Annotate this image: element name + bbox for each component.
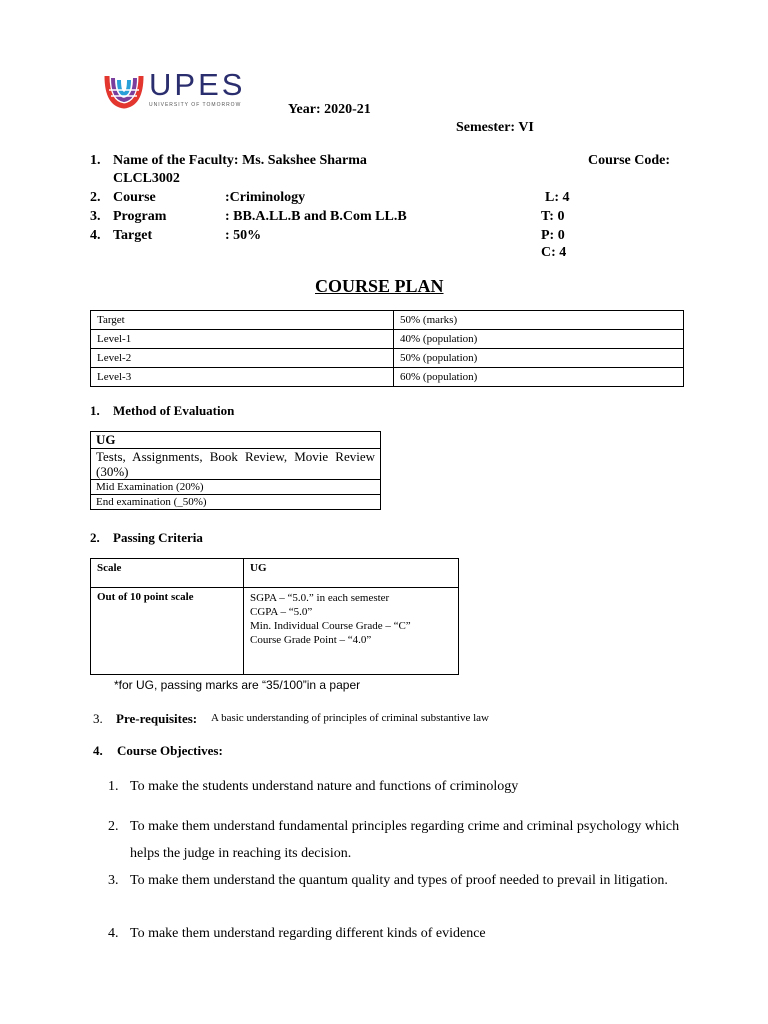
- objectives-heading: Course Objectives:: [117, 743, 223, 758]
- info-num-4: 4.: [90, 228, 101, 243]
- evaluation-header: UG: [91, 432, 381, 449]
- course-code-value: CLCL3002: [113, 171, 180, 186]
- table-row: [91, 480, 381, 495]
- upes-logo: [103, 67, 263, 112]
- evaluation-table: [90, 431, 381, 510]
- logo-text: UPES: [149, 67, 246, 102]
- scale-header: Scale: [91, 559, 244, 588]
- evaluation-row: End examination (_50%): [91, 495, 381, 510]
- list-item-text: To make them understand regarding different kinds of evidence: [130, 926, 486, 941]
- course-code-label: Course Code:: [588, 153, 671, 168]
- prereq-label: Pre-requisites:: [116, 711, 198, 726]
- tutorial-hours: T: 0: [541, 209, 565, 224]
- info-num-2: 2.: [90, 190, 101, 205]
- upes-emblem-icon: [103, 70, 145, 110]
- table-cell: Level-1: [91, 330, 394, 349]
- objectives-heading-num: 4.: [93, 743, 103, 758]
- list-item-number: 1.: [108, 779, 119, 794]
- table-row: [91, 432, 381, 449]
- target-value: : 50%: [225, 228, 262, 243]
- grade-point-criterion: Course Grade Point – “4.0”: [250, 634, 372, 646]
- evaluation-row: Tests, Assignments, Book Review, Movie Review (30%): [91, 449, 381, 480]
- table-row: [91, 449, 381, 480]
- list-item-text: To make the students understand nature and functions of criminology: [130, 779, 519, 794]
- info-num-3: 3.: [90, 209, 101, 224]
- practical-hours: P: 0: [541, 228, 565, 243]
- table-cell: 40% (population): [394, 330, 684, 349]
- prereq-text: A basic understanding of principles of criminal substantive law: [211, 712, 489, 724]
- table-row: [91, 330, 684, 349]
- list-item-number: 3.: [108, 873, 119, 888]
- cgpa-criterion: CGPA – “5.0”: [250, 606, 313, 618]
- credits: C: 4: [541, 245, 567, 260]
- table-row: [91, 368, 684, 387]
- table-cell: 50% (population): [394, 349, 684, 368]
- semester: Semester: VI: [456, 120, 534, 135]
- target-label: Target: [113, 228, 153, 243]
- table-row: [91, 495, 381, 510]
- scale-value: Out of 10 point scale: [91, 588, 244, 675]
- table-row: [91, 311, 684, 330]
- lecture-hours: L: 4: [545, 190, 570, 205]
- evaluation-heading: Method of Evaluation: [113, 403, 235, 418]
- table-row: [91, 588, 459, 675]
- passing-note: *for UG, passing marks are “35/100”in a paper: [114, 678, 361, 692]
- passing-table: [90, 558, 459, 675]
- passing-heading: Passing Criteria: [113, 530, 203, 545]
- min-grade-criterion: Min. Individual Course Grade – “C”: [250, 620, 411, 632]
- evaluation-heading-num: 1.: [90, 403, 100, 418]
- ug-header: UG: [244, 559, 459, 588]
- target-table: [90, 310, 684, 387]
- program-label: Program: [113, 209, 167, 224]
- passing-heading-num: 2.: [90, 530, 100, 545]
- list-item-number: 4.: [108, 926, 119, 941]
- list-item-text: To make them understand the quantum quality and types of proof needed to prevail in litigation.: [130, 873, 668, 888]
- table-cell: 60% (population): [394, 368, 684, 387]
- evaluation-row: Mid Examination (20%): [91, 480, 381, 495]
- logo-tagline: UNIVERSITY OF TOMORROW: [149, 102, 242, 108]
- course-plan-title: COURSE PLAN: [315, 276, 444, 296]
- criteria-cell: [244, 588, 459, 675]
- course-value: :Criminology: [225, 190, 306, 205]
- info-num-1: 1.: [90, 153, 101, 168]
- course-label: Course: [113, 190, 156, 205]
- program-value: : BB.A.LL.B and B.Com LL.B: [225, 209, 407, 224]
- table-cell: Target: [91, 311, 394, 330]
- table-row: [91, 559, 459, 588]
- list-item-number: 2.: [108, 819, 119, 834]
- faculty-name: Name of the Faculty: Ms. Sakshee Sharma: [113, 153, 367, 168]
- table-cell: Level-3: [91, 368, 394, 387]
- table-cell: 50% (marks): [394, 311, 684, 330]
- list-item-text: To make them understand fundamental principles regarding crime and criminal psychology which helps the judge in reaching its decision.: [130, 819, 680, 861]
- table-row: [91, 349, 684, 368]
- sgpa-criterion: SGPA – “5.0.” in each semester: [250, 592, 390, 604]
- academic-year: Year: 2020-21: [288, 102, 371, 117]
- prereq-num: 3.: [93, 711, 103, 726]
- table-cell: Level-2: [91, 349, 394, 368]
